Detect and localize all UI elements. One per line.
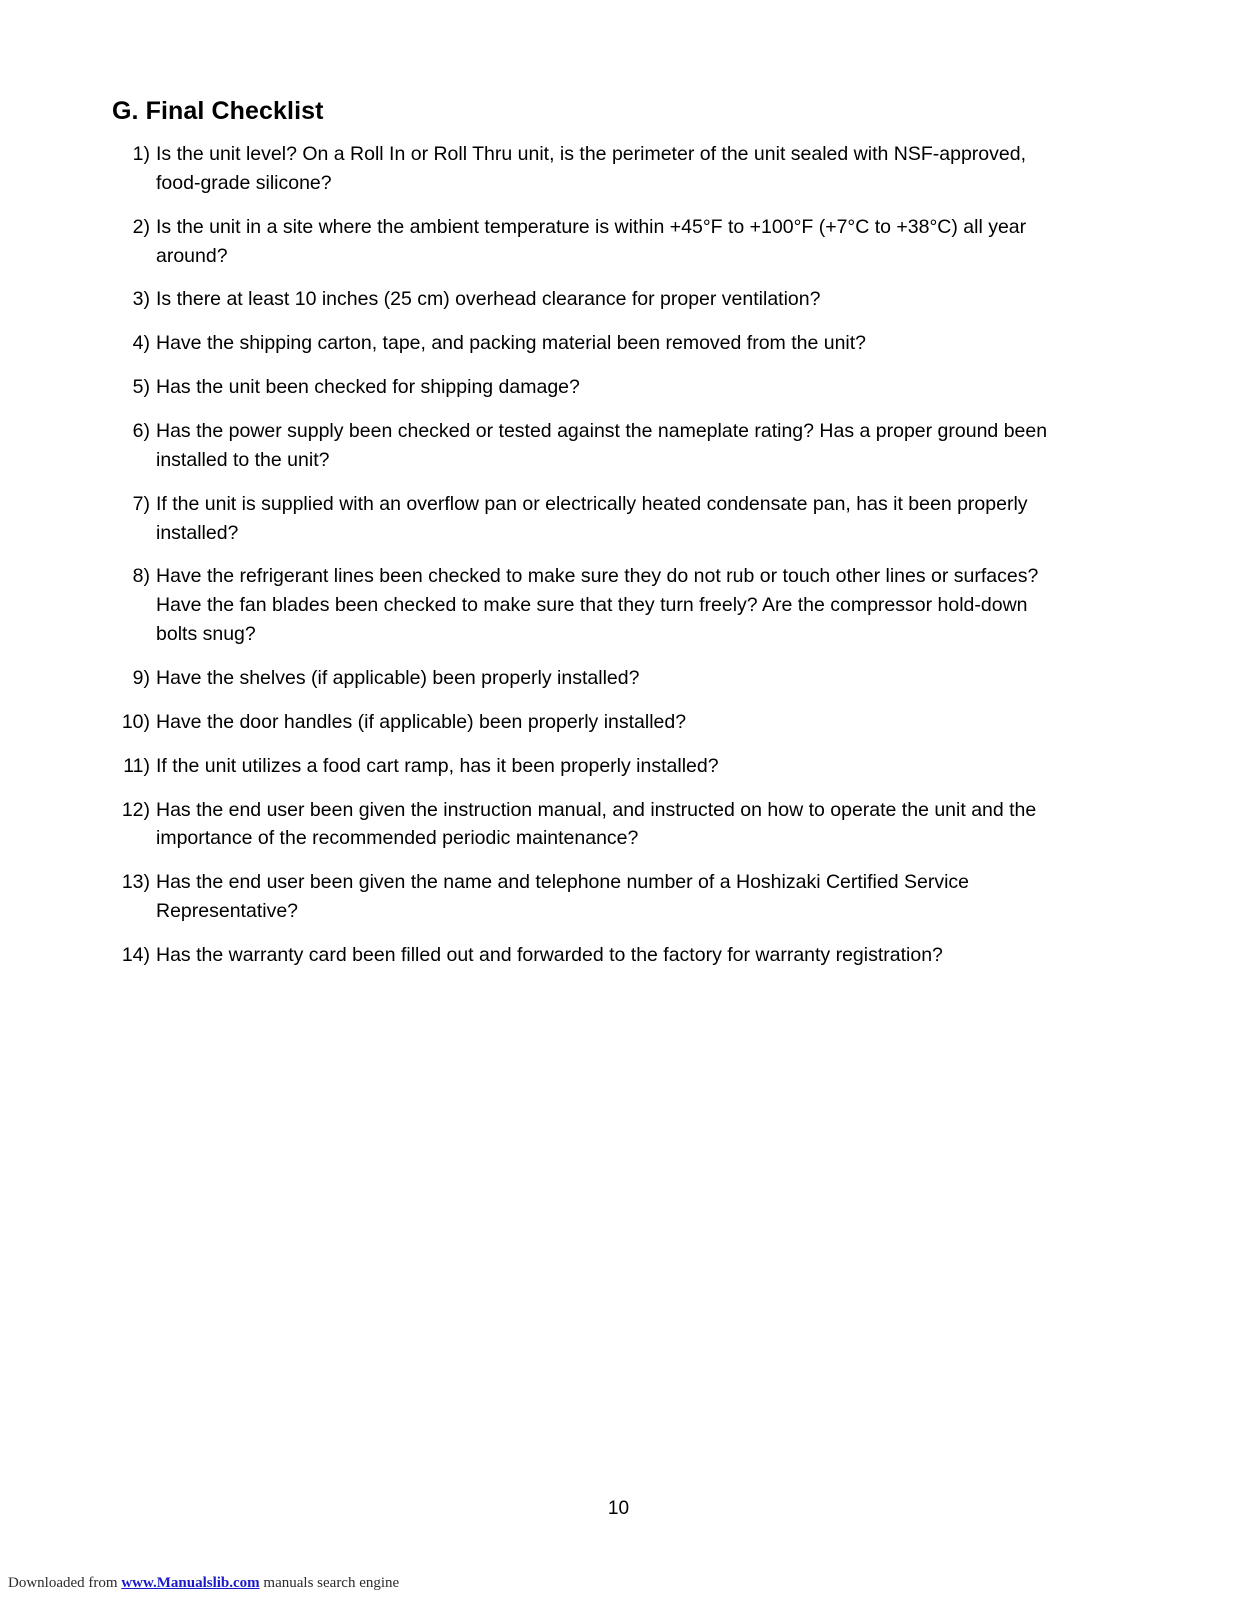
- list-item-text: If the unit utilizes a food cart ramp, has it been properly installed?: [156, 754, 719, 777]
- list-item: [112, 868, 1072, 926]
- list-item-text: If the unit is supplied with an overflow pan or electrically heated condensate pan, has it been properly installed?: [156, 492, 1028, 544]
- list-item: [112, 329, 1072, 358]
- list-item-text: Have the door handles (if applicable) been properly installed?: [156, 710, 687, 733]
- list-item-text: Has the end user been given the instruction manual, and instructed on how to operate the unit and the importance of the recommended periodic maintenance?: [156, 798, 1037, 850]
- list-item: [112, 285, 1072, 314]
- list-item-text: Have the refrigerant lines been checked to make sure they do not rub or touch other lines or surfaces? Have the fan blades been checked to make sure that they turn freely? Are the compressor hold-down bolts snug?: [156, 565, 1039, 646]
- list-item-text: Has the unit been checked for shipping damage?: [156, 376, 580, 399]
- list-item: [112, 213, 1072, 271]
- list-item-number: 11): [123, 754, 150, 777]
- list-item-number: 1): [132, 143, 150, 165]
- list-item: [112, 664, 1072, 693]
- list-item-text: Is there at least 10 inches (25 cm) overhead clearance for proper ventilation?: [156, 288, 821, 311]
- list-item-number: 5): [132, 376, 150, 399]
- list-item-text: Has the end user been given the name and telephone number of a Hoshizaki Certified Service Representative?: [156, 871, 969, 923]
- list-item-number: 9): [132, 667, 150, 690]
- list-item: [112, 140, 1072, 198]
- list-item-text: Has the warranty card been filled out and forwarded to the factory for warranty registration?: [156, 944, 943, 967]
- footer-suffix: manuals search engine: [259, 1575, 400, 1591]
- list-item-text: Is the unit level? On a Roll In or Roll Thru unit, is the perimeter of the unit sealed with NSF-approved, food-grade silicone?: [156, 143, 1026, 194]
- list-item-number: 13): [121, 871, 150, 894]
- list-item: [112, 796, 1072, 854]
- list-item-number: 6): [132, 420, 150, 443]
- page-content: [112, 96, 1072, 985]
- list-item: [112, 941, 1072, 970]
- page-number: 10: [607, 1498, 630, 1519]
- list-item-text: Have the shipping carton, tape, and packing material been removed from the unit?: [156, 332, 867, 355]
- manualslib-link[interactable]: www.Manualslib.com: [121, 1575, 260, 1591]
- list-item: [112, 562, 1072, 649]
- list-item: [112, 752, 1072, 781]
- list-item: [112, 490, 1072, 548]
- list-item-number: 3): [132, 288, 150, 311]
- list-item-number: 4): [132, 332, 150, 355]
- list-item-text: Is the unit in a site where the ambient temperature is within +45°F to +100°F (+7°C to +38°C) all year around?: [156, 215, 1027, 267]
- list-item-number: 12): [121, 798, 150, 821]
- list-item-text: Has the power supply been checked or tested against the nameplate rating? Has a proper ground been installed to the unit?: [156, 420, 1048, 471]
- page-title: G. Final Checklist: [112, 97, 324, 125]
- list-item-number: 7): [132, 492, 150, 515]
- list-item-number: 2): [132, 215, 150, 238]
- list-item: [112, 417, 1072, 475]
- list-item-number: 10): [121, 710, 150, 733]
- list-item: [112, 708, 1072, 737]
- list-item-number: 14): [121, 944, 150, 967]
- list-item-number: 8): [132, 565, 150, 588]
- checklist: [112, 140, 1072, 970]
- list-item-text: Have the shelves (if applicable) been properly installed?: [156, 667, 640, 690]
- footer-prefix: Downloaded from: [8, 1575, 122, 1591]
- list-item: [112, 373, 1072, 402]
- download-footer: [0, 1575, 1237, 1592]
